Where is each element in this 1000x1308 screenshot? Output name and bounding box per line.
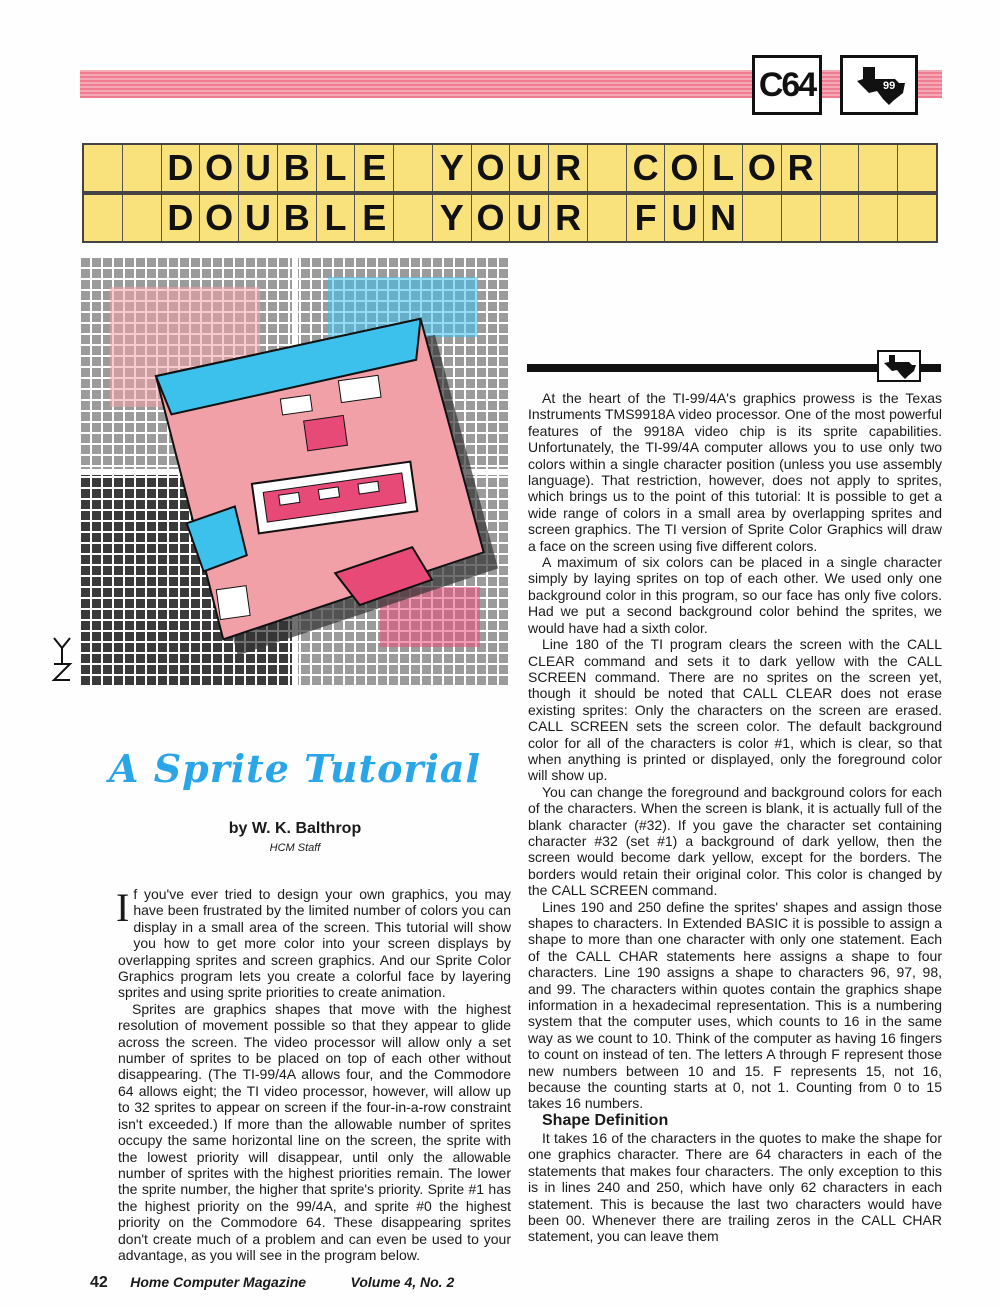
title-letter-cell: O (472, 145, 511, 191)
title-letter-cell: R (782, 145, 821, 191)
title-letter-cell: U (510, 195, 549, 241)
title-letter-cell: R (549, 145, 588, 191)
title-letter-cell (898, 145, 936, 191)
right-paragraph-2: A maximum of six colors can be placed in a single character simply by laying sprites on top of each other. We used only one background color in this program, so our face has only five colors. Had we put a second background color behind the sprites, we would have had a sixth color. (528, 554, 942, 636)
title-letter-cell (394, 195, 433, 241)
title-letter-cell: Y (433, 145, 472, 191)
byline-affiliation: HCM Staff (269, 842, 321, 854)
title-letter-cell: L (704, 145, 743, 191)
title-letter-cell (743, 195, 782, 241)
title-line-2 (82, 193, 938, 243)
title-letter-cell (859, 145, 898, 191)
title-letter-cell: U (510, 145, 549, 191)
byline: by W. K. Balthrop (228, 820, 362, 837)
title-letter-cell (123, 195, 162, 241)
svg-text:99: 99 (883, 80, 896, 92)
sprite-face-illustration (80, 257, 510, 687)
title-letter-cell: E (355, 195, 394, 241)
article-heading: A Sprite Tutorial (109, 746, 481, 791)
right-paragraph-6: It takes 16 of the characters in the quotes to make the shape for one graphics character. There are 64 characters in each of the statements that makes four characters. The only exception to this is in lines 240 and 250, which have only 62 characters in each statement. This is because the last two characters would have been 00. Whenever there are trailing zeros in the CALL CHAR statement, you can leave them (528, 1129, 942, 1245)
title-letter-cell: Y (433, 195, 472, 241)
title-letter-cell: U (239, 145, 278, 191)
ti-texas-small-icon (877, 350, 921, 382)
title-letter-cell: C (627, 145, 666, 191)
title-letter-cell (84, 195, 123, 241)
title-letter-cell (821, 195, 860, 241)
title-letter-cell (588, 195, 627, 241)
title-letter-cell (394, 145, 433, 191)
title-letter-cell: R (549, 195, 588, 241)
title-letter-cell: O (743, 145, 782, 191)
left-paragraph-1-text: f you've ever tried to design your own graphics, you may have been frustrated by the limited number of colors you can display in a small area of the screen. This tutorial will show you how to get more color into your screen displays by overlapping sprites and screen graphics. And our Sprite Color Graphics program lets you create a colorful face by layering sprites and using sprite priorities to create animation. (118, 886, 511, 1001)
page-footer (90, 1274, 494, 1292)
left-paragraph-2: Sprites are graphics shapes that move with the highest resolution of movement possible so that they appear to glide across the screen. The video processor will allow only a set number of sprites to be placed on top of each other without disappearing. (The TI-99/4A allows four, and the Commodore 64 allows eight; the TI video processor, however, will allow up to 32 sprites to appear on screen if the four-in-a-row constraint isn't exceeded.) If more than the allowable number of sprites occupy the same horizontal line on the screen, the sprite with the lowest priority will disappear, until only the allowable number of sprites with the highest priorities remain. The lower the sprite number, the higher that sprite's priority. Sprite #1 has the highest priority on the 99/4A, and sprite #0 the highest priority on the Commodore 64. These disappearing sprites don't create much of a problem and can even be used to your advantage, as you will see in the program below. (118, 1000, 511, 1263)
title-letter-cell (84, 145, 123, 191)
title-letter-cell: E (355, 145, 394, 191)
title-letter-cell: B (278, 145, 317, 191)
title-letter-cell: F (627, 195, 666, 241)
title-letter-cell: U (239, 195, 278, 241)
title-letter-cell (782, 195, 821, 241)
title-letter-cell (123, 145, 162, 191)
title-letter-cell: O (472, 195, 511, 241)
title-letter-cell: O (200, 195, 239, 241)
dropcap: I (116, 885, 130, 930)
title-letter-cell: B (278, 195, 317, 241)
title-letter-cell: L (317, 195, 356, 241)
right-paragraph-3: Line 180 of the TI program clears the screen with the CALL CLEAR command and sets it to dark yellow with the CALL SCREEN command. There are no sprites on the screen yet, though it should be noted that CALL CLEAR does not erase existing sprites: Only the characters on the screen are erased. CALL SCREEN sets the screen color. The default background color for all of the characters is color #1, which is clear, so that when anything is printed or displayed, only the foreground color will show up. (528, 636, 942, 784)
title-letter-cell (859, 195, 898, 241)
right-paragraph-4: You can change the foreground and background colors for each of the characters. When the screen is blank, it is actually full of the blank character (#32). If you gave the character set containing character #32 (set #1) a background of dark yellow, then the screen would become dark yellow, except for the borders. The borders would retain their original color. This color is changed by the CALL SCREEN command. (528, 783, 942, 899)
title-letter-cell: D (162, 145, 201, 191)
title-letter-cell: N (704, 195, 743, 241)
title-letter-cell (821, 145, 860, 191)
left-paragraph-1 (118, 886, 511, 1001)
page-number: 42 (90, 1274, 108, 1291)
c64-logo-text: C64 (758, 65, 816, 104)
texas-ti-logo-icon (840, 55, 918, 115)
artist-signature-mark (50, 634, 74, 684)
title-letter-cell: D (162, 195, 201, 241)
issue-number: Volume 4, No. 2 (350, 1274, 455, 1290)
title-letter-cell: O (665, 145, 704, 191)
title-letter-cell (898, 195, 936, 241)
right-column (528, 390, 942, 1245)
subhead-shape-definition: Shape Definition (542, 1111, 669, 1129)
title-letter-cell (588, 145, 627, 191)
title-letter-cell: U (665, 195, 704, 241)
title-line-1 (82, 143, 938, 193)
right-paragraph-5: Lines 190 and 250 define the sprites' shapes and assign those shapes to characters. In Extended BASIC it is possible to assign a shape to more than one character with only one statement. Each of the CALL CHAR statements here assigns a shape to four characters. Line 190 assigns a shape to characters 96, 97, 98, and 99. The characters within quotes contain the graphics shape information in a hexadecimal representation. This is a numbering system that the computer uses, which counts to 16 in the same way as we count to 10. Think of the computer as having 16 fingers to count on instead of ten. The letters A through F represent those new numbers between 10 and 15. F represents 15, not 16, because the counting starts at 0, not 1. Counting from 0 to 15 takes 16 numbers. (528, 898, 942, 1112)
c64-logo (752, 55, 822, 115)
title-letter-cell: O (200, 145, 239, 191)
magazine-name: Home Computer Magazine (130, 1274, 307, 1290)
title-letter-cell: L (317, 145, 356, 191)
right-paragraph-1: At the heart of the TI-99/4A's graphics prowess is the Texas Instruments TMS9918A video processor. One of the most powerful features of the 9918A video chip is its sprite capabilities. Unfortunately, the TI-99/4A computer allows you to use only two colors within a single character position (unless you use assembly language). That restriction, however, does not apply to sprites, which brings us to the point of this tutorial: It is possible to get a wide range of colors in a small area by overlapping sprites and screen graphics. The TI version of Sprite Color Graphics will draw a face on the screen using five different colors. (528, 390, 942, 554)
left-column (118, 886, 511, 1263)
